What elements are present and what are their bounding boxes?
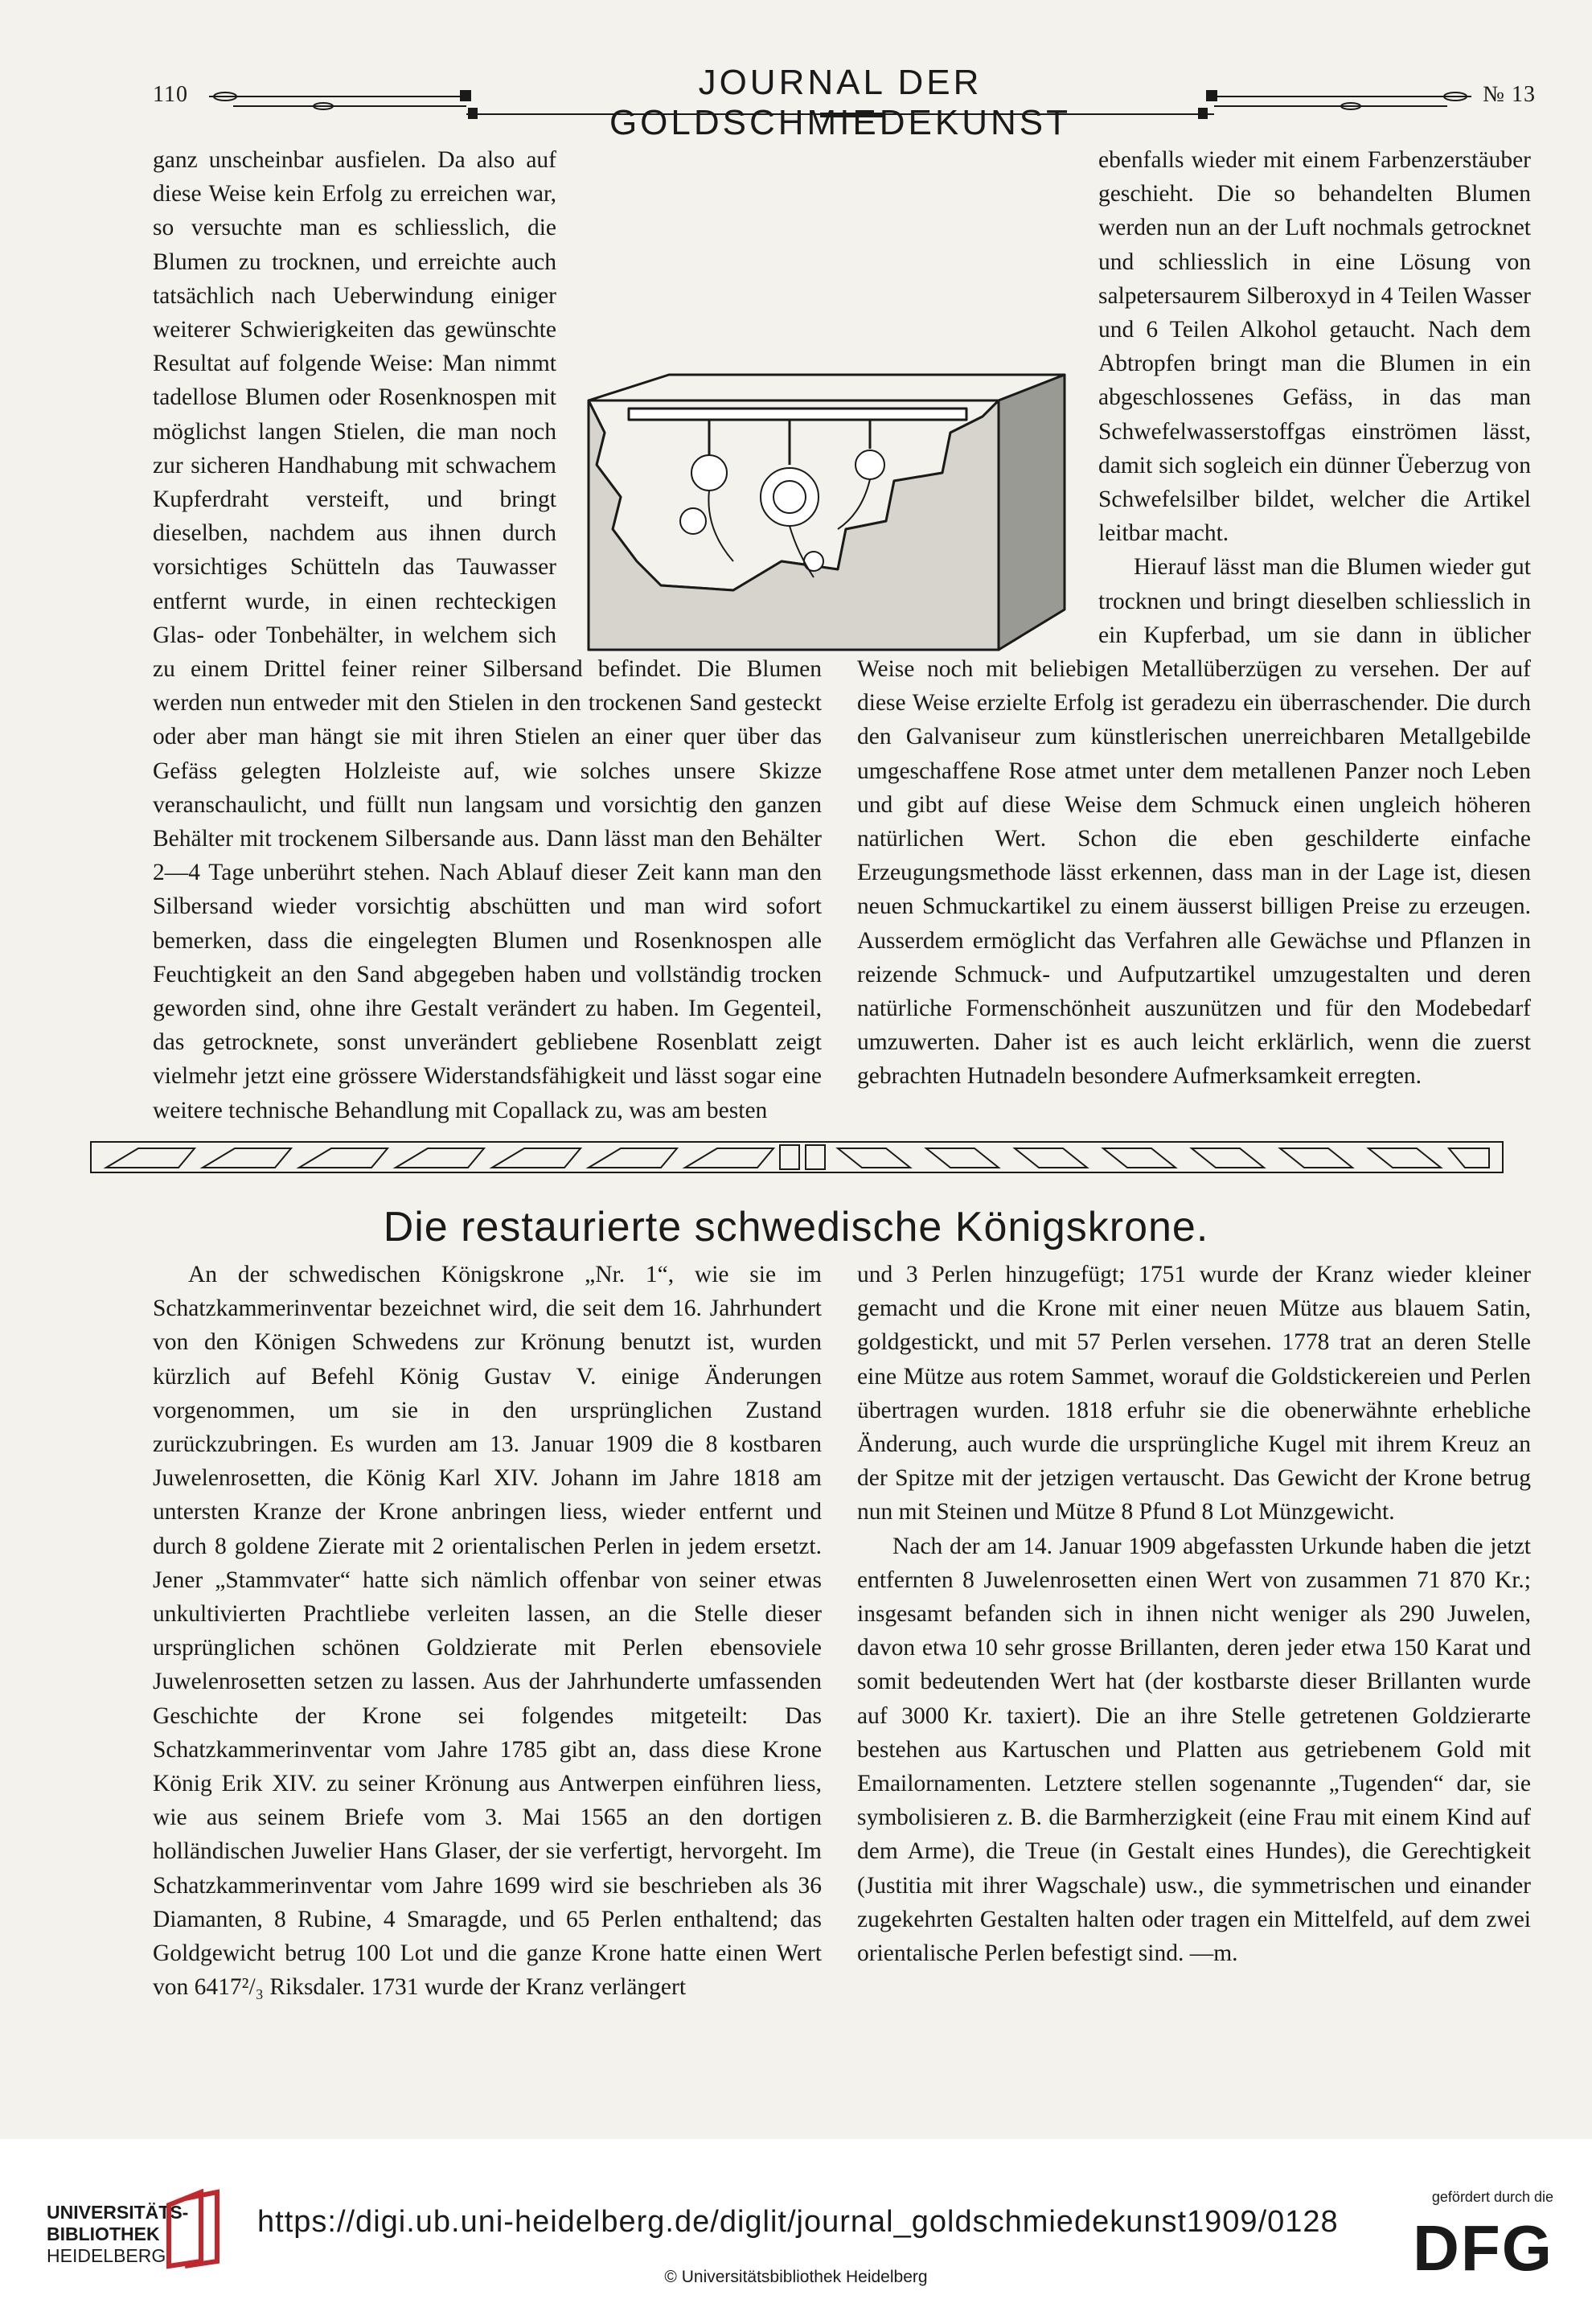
library-logo-icon (161, 2189, 225, 2269)
column-left-bottom (153, 1258, 822, 2004)
permalink-url[interactable]: https://digi.ub.uni-heidelberg.de/diglit/journal_goldschmiedekunst1909/0128 (257, 2205, 1339, 2239)
digitization-footer (0, 2139, 1592, 2324)
paragraph: und 3 Perlen hinzugefügt; 1751 wurde der Kranz wieder kleiner gemacht und die Krone mit einer neuen Mütze aus blauem Satin, goldgestickt, und mit 57 Perlen versehen. 1778 trat an deren Stelle eine Mütze aus rotem Sammet, worauf die Goldstickereien und Perlen übertragen wurden. 1818 erfuhr sie die obenerwähnte erhebliche Änderung, auch wurde die ursprüngliche Kugel mit ihrem Kreuz an der Spitze mit der jetzigen vertauscht. Das Gewicht der Krone betrug nun mit Steinen und Mütze 8 Pfund 8 Lot Münzgewicht. (857, 1262, 1531, 1525)
ornamental-divider (90, 1140, 1505, 1176)
paragraph: ebenfalls wieder mit einem Farbenzerstäuber geschieht. Die so behandelten Blumen werden nun an der Luft nochmals getrocknet und schliesslich in eine Lösung von salpetersaurem Silberoxyd in 4 Teilen Wasser und 6 Teilen Alkohol getaucht. Nach dem Abtropfen bringt man die Blumen in ein abgeschlossenes Gefäss, in das man Schwefelwasserstoffgas einströmen lässt, damit sich sogleich ein dünner Üeberzug von Schwefelsilber bildet, welcher die Artikel leitbar macht. (1098, 147, 1531, 547)
paragraph: ganz unscheinbar ausfielen. Da also auf diese Weise kein Erfolg zu erreichen war, so versuchte man es schliesslich, die Blumen zu trocknen, und erreichte auch tatsächlich nach Ueberwindung einiger weiterer Schwierigkeiten das gewünschte Resultat auf folgende Weise: Man nimmt tadellose Blumen oder Rosenknospen mit möglichst langen Stielen, die man noch zur sicheren Handhabung mit schwachem Kupferdraht versteift, und bringt dieselben, nachdem aus ihnen durch vorsichtiges Schütteln das Tauwasser entfernt wurde, in einen rechteckigen Glas- oder Tonbehälter, in welchem sich zu einem Drittel feiner reiner Silbersand befindet. Die Blumen werden nun entweder mit den Stielen in den trockenen Sand gesteckt oder aber man hängt sie mit ihren Stielen an einer quer über das Gefäss gelegten Holzleiste auf, wie solches unsere Skizze veranschaulicht, und füllt nun langsam und vorsichtig den ganzen Behälter mit trockenem Silbersande aus. Dann lässt man den Behälter 2—4 Tage unberührt stehen. Nach Ablauf dieser Zeit kann man den Silbersand wieder vorsichtig abschütten und man wird sofort bemerken, dass die eingelegten Blumen und Rosenknospen alle Feuchtigkeit an den Sand abgegeben haben und vollständig trocken geworden sind, ohne ihre Gestalt verändert zu haben. Im Gegenteil, das getrocknete, sonst unverändert gebliebene Rosenblatt zeigt vielmehr jetzt eine grössere Widerstandsfähigkeit und lässt sogar eine weitere technische Behandlung mit Copallack zu, was am besten (153, 147, 822, 1123)
running-header (145, 56, 1536, 142)
article-heading: Die restaurierte schwedische Königskrone. (383, 1204, 1209, 1250)
column-right-bottom (857, 1258, 1531, 1970)
library-name: UNIVERSITÄTS- BIBLIOTHEK HEIDELBERG (47, 2202, 189, 2266)
funding-note: gefördert durch die (1431, 2189, 1553, 2205)
journal-title: JOURNAL DER GOLDSCHMIEDEKUNST (609, 63, 1072, 142)
page-number: 110 (153, 82, 188, 107)
dfg-logo: DFG (1413, 2212, 1553, 2284)
column-right-top (857, 143, 1531, 1094)
paragraph: An der schwedischen Königskrone „Nr. 1“, wie sie im Schatzkammerinventar bezeichnet wird, die seit dem 16. Jahrhundert von den Königen Schwedens zur Krönung benutzt ist, wurden kürzlich auf Befehl König Gustav V. einige Änderungen vorgenommen, um sie in den ursprünglichen Zustand zurückzubringen. Es wurden am 13. Januar 1909 die 8 kostbaren Juwelenrosetten, die König Karl XIV. Johann im Jahre 1818 am untersten Kranze der Krone anbringen liess, wieder entfernt und durch 8 goldene Zierate mit 2 orientalischen Perlen in jedem ersetzt. Jener „Stammvater“ hatte sich nämlich offenbar von seiner etwas unkultivierten Prachtliebe verleiten lassen, an die Stelle dieser ursprünglichen schönen Goldzierate mit Perlen ebensoviele Juwelenrosetten setzen zu lassen. Aus der Jahrhunderte umfassenden Geschichte der Krone sei folgendes mitgeteilt: Das Schatzkammerinventar vom Jahre 1785 gibt an, dass diese Krone König Erik XIV. zu seiner Krönung aus Antwerpen einführen liess, wie aus seinem Briefe vom 3. Mai 1565 an den dortigen holländischen Juwelier Hans Glaser, der sie verfertigt, hervorgeht. Im Schatzkammerinventar vom Jahre 1699 wird sie beschrieben als 36 Diamanten, 8 Rubine, 4 Smaragde, und 65 Perlen enthaltend; das Goldgewicht betrug 100 Lot und die ganze Krone hatte einen Wert von 6417²/₃ Riksdaler. 1731 wurde der Kranz verlängert (153, 1262, 822, 2001)
column-left-top (153, 143, 822, 1127)
paragraph: Hierauf lässt man die Blumen wieder gut trocknen und bringt dieselben schliesslich in ein Kupferbad, um sie dann in üblicher Weise noch mit beliebigen Metallüberzügen zu versehen. Der auf diese Weise erzielte Erfolg ist geradezu ein überraschender. Die durch den Galvaniseur zum künstlerischen unerreichbaren Metallgebilde umgeschaffene Rose atmet unter dem metallenen Panzer noch Leben und gibt auf diese Weise dem Schmuck einen ungleich höheren natürlichen Wert. Schon die eben geschilderte einfache Erzeugungsmethode lässt erkennen, dass man in der Lage ist, diesen neuen Schmuckartikel zu einem äusserst billigen Preise zu erzeugen. Ausserdem ermöglicht das Verfahren alle Gewächse und Pflanzen in reizende Schmuck- und Aufputzartikel umzugestalten und deren natürliche Formenschönheit auszunützen und für den Modebedarf umzuwerten. Daher ist es auch leicht erklärlich, wenn die zuerst gebrachten Hutnadeln besondere Aufmerksamkeit erregten. (857, 554, 1531, 1090)
copyright-notice: © Universitätsbibliothek Heidelberg (664, 2268, 928, 2286)
paragraph: Nach der am 14. Januar 1909 abgefassten Urkunde haben die jetzt entfernten 8 Juwelenrosetten einen Wert von zusammen 71 870 Kr.; insgesamt befanden sich in ihnen nicht weniger als 290 Juwelen, davon etwa 10 sehr grosse Brillanten, deren jeder etwa 150 Karat und somit bedeutenden Wert hat (der kostbarste dieser Brillanten wurde auf 3000 Kr. taxiert). Die an ihre Stelle getretenen Goldzierarte bestehen aus Kartuschen und Platten aus getriebenem Gold mit Emailornamenten. Letztere stellen sogenannte „Tugenden“ dar, sie symbolisieren z. B. die Barmherzigkeit (eine Frau mit einem Kind auf dem Arme), die Treue (in Gestalt eines Hundes), die Gerechtigkeit (Justitia mit ihrer Wagschale) usw., die symmetrischen und einander zugekehrten Gestalten halten oder tragen ein Mittelfeld, auf dem zwei orientalische Perlen befestigt sind. —m. (857, 1533, 1531, 1967)
issue-number: № 13 (1483, 82, 1536, 107)
